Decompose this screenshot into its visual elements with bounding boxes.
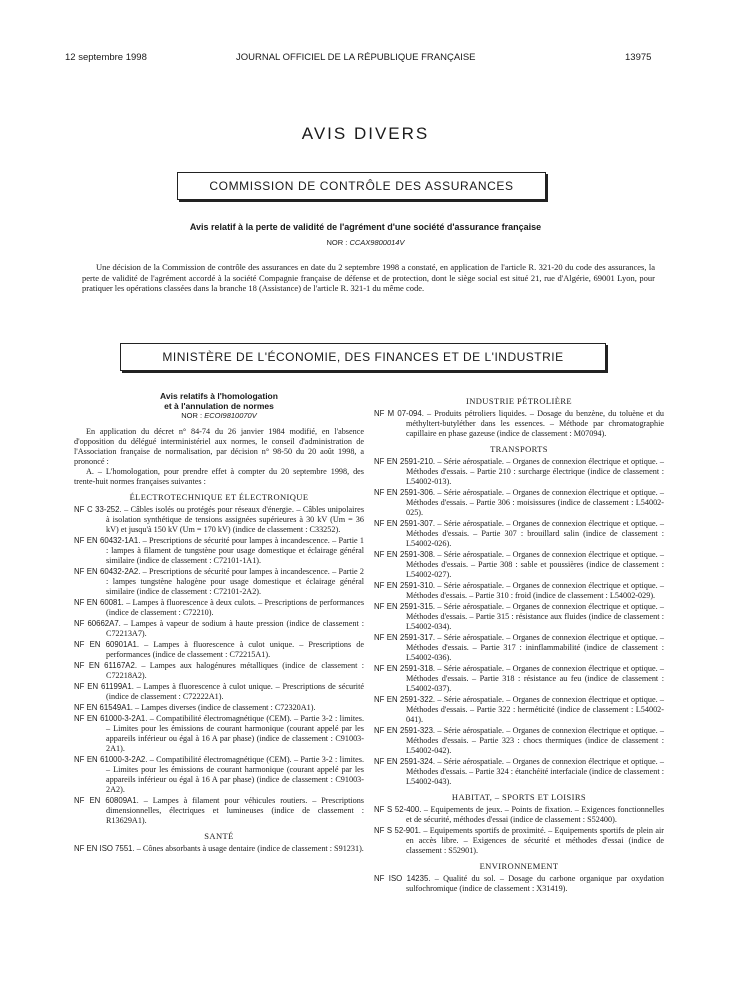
- section-title: SANTÉ: [204, 831, 234, 841]
- ministry-intro: En application du décret n° 84-74 du 26 janvier 1984 modifié, en l'absence d'opposition du délégué interministériel aux normes, le conseil d'administration de l'Association française de normalisation, par décision n° 98-50 du 20 août 1998, a prononcé :: [74, 427, 364, 466]
- header-date: 12 septembre 1998: [65, 52, 147, 63]
- standard-reference: NF S 52-901.: [374, 826, 421, 835]
- standard-entry: [374, 726, 664, 756]
- standard-entry: [74, 567, 364, 597]
- standard-entry: [74, 505, 364, 535]
- section-title: TRANSPORTS: [490, 444, 548, 454]
- standard-reference: NF EN 61000-3-2A1.: [74, 714, 148, 723]
- standard-description: – Prescriptions de sécurité pour lampes à incandescence. – Partie 2 : lampes tungstène halogène pour usage domestique et éclairage général similaire (indice de classement : C72101-2A2).: [106, 567, 364, 596]
- nor-label: NOR :: [181, 411, 203, 420]
- standard-description: – Qualité du sol. – Dosage du carbone organique par oxydation sulfochromique (indice de classement : X31419).: [406, 874, 664, 893]
- standard-description: – Lampes diverses (indice de classement : C72320A1).: [135, 703, 316, 712]
- standard-entry: [374, 757, 664, 787]
- standard-description: – Câbles isolés ou protégés pour réseaux d'énergie. – Câbles unipolaires à isolation synthétique de tensions assignées supérieures à 30 kV (Um = 36 kV) et jusqu'à 150 kV (Um = 170 kV) (indice de classement : C33252).: [106, 505, 365, 534]
- commission-nor: [0, 238, 731, 247]
- standard-entry: [374, 602, 664, 632]
- standard-description: – Série aérospatiale. – Organes de connexion électrique et optique. – Méthodes d'essais. – Partie 310 : froid (indice de classement : L54002-029).: [406, 581, 664, 600]
- standard-reference: NF EN 2591-307.: [374, 519, 436, 528]
- standard-entry: [374, 874, 664, 894]
- standard-reference: NF EN 2591-318.: [374, 664, 436, 673]
- standard-entry: [374, 805, 664, 825]
- commission-notice-title: Avis relatif à la perte de validité de l'agrément d'une société d'assurance française: [189, 222, 542, 232]
- section-title: ÉLECTROTECHNIQUE ET ÉLECTRONIQUE: [129, 492, 309, 502]
- standard-entry: [374, 488, 664, 518]
- standard-description: – Equipements sportifs de proximité. – Equipements sportifs de plein air en accès libre. – Exigences de sécurité et méthodes d'essai (indice de classement : S52901).: [406, 826, 665, 855]
- standard-entry: [74, 536, 364, 566]
- standard-reference: NF 60662A7.: [74, 619, 121, 628]
- standard-reference: NF EN 60081.: [74, 598, 124, 607]
- standard-description: – Lampes à fluorescence à deux culots. – Prescriptions de performances (indice de classement : C72210).: [106, 598, 365, 617]
- standard-entry: [74, 714, 364, 754]
- standard-entry: [74, 703, 364, 713]
- standard-reference: NF EN 2591-324.: [374, 757, 436, 766]
- standard-description: – Lampes à filament pour véhicules routiers. – Prescriptions dimensionnelles, électriques et lumineuses (indice de classement : R13629A1).: [106, 796, 364, 825]
- standard-entry: [74, 755, 364, 795]
- standard-entry: [74, 619, 364, 639]
- standard-reference: NF EN ISO 7551.: [74, 844, 135, 853]
- standard-description: – Série aérospatiale. – Organes de connexion électrique et optique. – Méthodes d'essais. – Partie 308 : sable et poussières (indice de classement : L54002-027).: [406, 550, 664, 579]
- standard-description: – Lampes à fluorescence à culot unique. – Prescriptions de performances (indice de classement : C72215A1).: [106, 640, 365, 659]
- standard-reference: NF EN 61167A2.: [74, 661, 137, 670]
- standard-entry: [374, 581, 664, 601]
- standard-description: – Produits pétroliers liquides. – Dosage du benzène, du toluène et du méthyltert-butyléther dans les essences. – Méthode par chromatographie capillaire en phase gazeuse (indice de classement : M07094).: [406, 409, 665, 438]
- standard-description: – Série aérospatiale. – Organes de connexion électrique et optique. – Méthodes d'essais. – Partie 317 : ininflammabilité (indice de classement : L54002-036).: [406, 633, 664, 662]
- page-title: AVIS DIVERS: [301, 124, 430, 143]
- section-title: INDUSTRIE PÉTROLIÈRE: [466, 396, 572, 406]
- standard-entry: [74, 640, 364, 660]
- standard-reference: NF EN 2591-310.: [374, 581, 436, 590]
- standard-reference: NF ISO 14235.: [374, 874, 431, 883]
- standard-reference: NF EN 2591-323.: [374, 726, 436, 735]
- right-column: [374, 391, 664, 895]
- standard-entry: [374, 695, 664, 725]
- standard-description: – Equipements de jeux. – Points de fixation. – Exigences fonctionnelles et de sécurité, méthodes d'essai (indice de classement : S52400).: [406, 805, 665, 824]
- header-journal-title: JOURNAL OFFICIEL DE LA RÉPUBLIQUE FRANÇAISE: [236, 52, 476, 63]
- standard-entry: [374, 826, 664, 856]
- ministry-notice-title-line2: et à l'annulation de normes: [164, 401, 274, 411]
- nor-code: CCAX9800014V: [349, 238, 405, 247]
- ministry-notice-title-line1: Avis relatifs à l'homologation: [160, 391, 278, 401]
- commission-text: Une décision de la Commission de contrôle des assurances en date du 2 septembre 1998 a constaté, en application de l'article R. 321-20 du code des assurances, la perte de validité de l'agrément accordé à la société Compagnie française de défense et de protection, dont le siège social est situé 21, rue d'Algérie, 69001 Lyon, pour pratiquer les opérations classées dans la branche 18 (Assistance) de l'article R. 321-1 du même code.: [82, 262, 655, 293]
- ministry-point-a: A. – L'homologation, pour prendre effet à compter du 20 septembre 1998, des trente-huit normes françaises suivantes :: [74, 467, 364, 486]
- standard-entry: [374, 550, 664, 580]
- nor-label: NOR :: [326, 238, 348, 247]
- standard-description: – Série aérospatiale. – Organes de connexion électrique et optique. – Méthodes d'essais. – Partie 318 : résistance au feu (indice de classement : L54002-037).: [406, 664, 664, 693]
- standard-description: – Compatibilité électromagnétique (CEM). – Partie 3-2 : limites. – Limites pour les émissions de courant harmonique (courant appelé par les appareils inférieur ou égal à 16 A par phase) (indice de classement : C91003-2A2).: [106, 755, 365, 794]
- standard-entry: [74, 598, 364, 618]
- section-title: HABITAT, – SPORTS ET LOISIRS: [451, 792, 587, 802]
- standard-entry: [74, 844, 364, 854]
- standard-reference: NF EN 60432-2A2.: [74, 567, 141, 576]
- standard-reference: NF EN 61000-3-2A2.: [74, 755, 148, 764]
- standard-reference: NF C 33-252.: [74, 505, 122, 514]
- standard-reference: NF EN 2591-322.: [374, 695, 436, 704]
- header-page-number: 13975: [625, 52, 652, 63]
- standard-reference: NF EN 2591-317.: [374, 633, 436, 642]
- ministry-nor: [74, 411, 364, 421]
- standard-reference: NF EN 60432-1A1.: [74, 536, 141, 545]
- standard-description: – Prescriptions de sécurité pour lampes à incandescence. – Partie 1 : lampes à filament de tungstène pour usage domestique et éclairage général similaire (indice de classement : C72101-1A1).: [106, 536, 364, 565]
- standard-reference: NF EN 2591-308.: [374, 550, 436, 559]
- standard-entry: [374, 457, 664, 487]
- standard-reference: NF EN 61549A1.: [74, 703, 133, 712]
- standard-description: – Série aérospatiale. – Organes de connexion électrique et optique. – Méthodes d'essais. – Partie 323 : chocs thermiques (indice de classement : L54002-042).: [406, 726, 664, 755]
- standard-description: – Lampes aux halogénures métalliques (indice de classement : C72218A2).: [106, 661, 364, 680]
- section-title: ENVIRONNEMENT: [479, 861, 559, 871]
- commission-heading: COMMISSION DE CONTRÔLE DES ASSURANCES: [177, 172, 546, 200]
- standard-reference: NF EN 2591-306.: [374, 488, 436, 497]
- standard-description: – Série aérospatiale. – Organes de connexion électrique et optique. – Méthodes d'essais. – Partie 306 : moisissures (indice de classement : L54002-025).: [406, 488, 664, 517]
- standard-reference: NF EN 2591-210.: [374, 457, 436, 466]
- standard-entry: [374, 633, 664, 663]
- standard-description: – Cônes absorbants à usage dentaire (indice de classement : S91231).: [136, 844, 364, 853]
- right-sections: [374, 396, 664, 894]
- standard-description: – Lampes à fluorescence à culot unique. – Prescriptions de sécurité (indice de classement : C72222A1).: [106, 682, 364, 701]
- standard-entry: [74, 661, 364, 681]
- standard-reference: NF EN 61199A1.: [74, 682, 134, 691]
- standard-entry: [74, 682, 364, 702]
- nor-code: ECOI9810070V: [204, 411, 257, 420]
- standard-description: – Lampes à vapeur de sodium à haute pression (indice de classement : C72213A7).: [106, 619, 364, 638]
- standard-entry: [374, 409, 664, 439]
- standard-entry: [374, 519, 664, 549]
- standard-description: – Série aérospatiale. – Organes de connexion électrique et optique. – Méthodes d'essais. – Partie 324 : étanchéité interfaciale (indice de classement : L54002-043).: [406, 757, 664, 786]
- standard-description: – Série aérospatiale. – Organes de connexion électrique et optique. – Méthodes d'essais. – Partie 307 : brouillard salin (indice de classement : L54002-026).: [406, 519, 664, 548]
- standard-reference: NF EN 2591-315.: [374, 602, 436, 611]
- standard-reference: NF EN 60809A1.: [74, 796, 139, 805]
- standard-entry: [374, 664, 664, 694]
- left-sections: [74, 492, 364, 854]
- standard-reference: NF S 52-400.: [374, 805, 422, 814]
- ministry-heading: MINISTÈRE DE L'ÉCONOMIE, DES FINANCES ET DE L'INDUSTRIE: [120, 343, 606, 371]
- standard-description: – Série aérospatiale. – Organes de connexion électrique et optique. – Méthodes d'essais. – Partie 315 : résistance aux fluides (indice de classement : L54002-034).: [406, 602, 664, 631]
- standard-description: – Série aérospatiale. – Organes de connexion électrique et optique. – Méthodes d'essais. – Partie 322 : herméticité (indice de classement : L54002-041).: [406, 695, 664, 724]
- standard-reference: NF EN 60901A1.: [74, 640, 140, 649]
- standard-reference: NF M 07-094.: [374, 409, 424, 418]
- left-column: [74, 391, 364, 855]
- standard-entry: [74, 796, 364, 826]
- standard-description: – Série aérospatiale. – Organes de connexion électrique et optique. – Méthodes d'essais. – Partie 210 : surcharge électrique (indice de classement : L54002-013).: [406, 457, 664, 486]
- standard-description: – Compatibilité électromagnétique (CEM). – Partie 3-2 : limites. – Limites pour les émissions de courant harmonique (courant appelé par les appareils inférieur ou égal à 16 A par phase) (indice de classement : C91003-2A1).: [106, 714, 365, 753]
